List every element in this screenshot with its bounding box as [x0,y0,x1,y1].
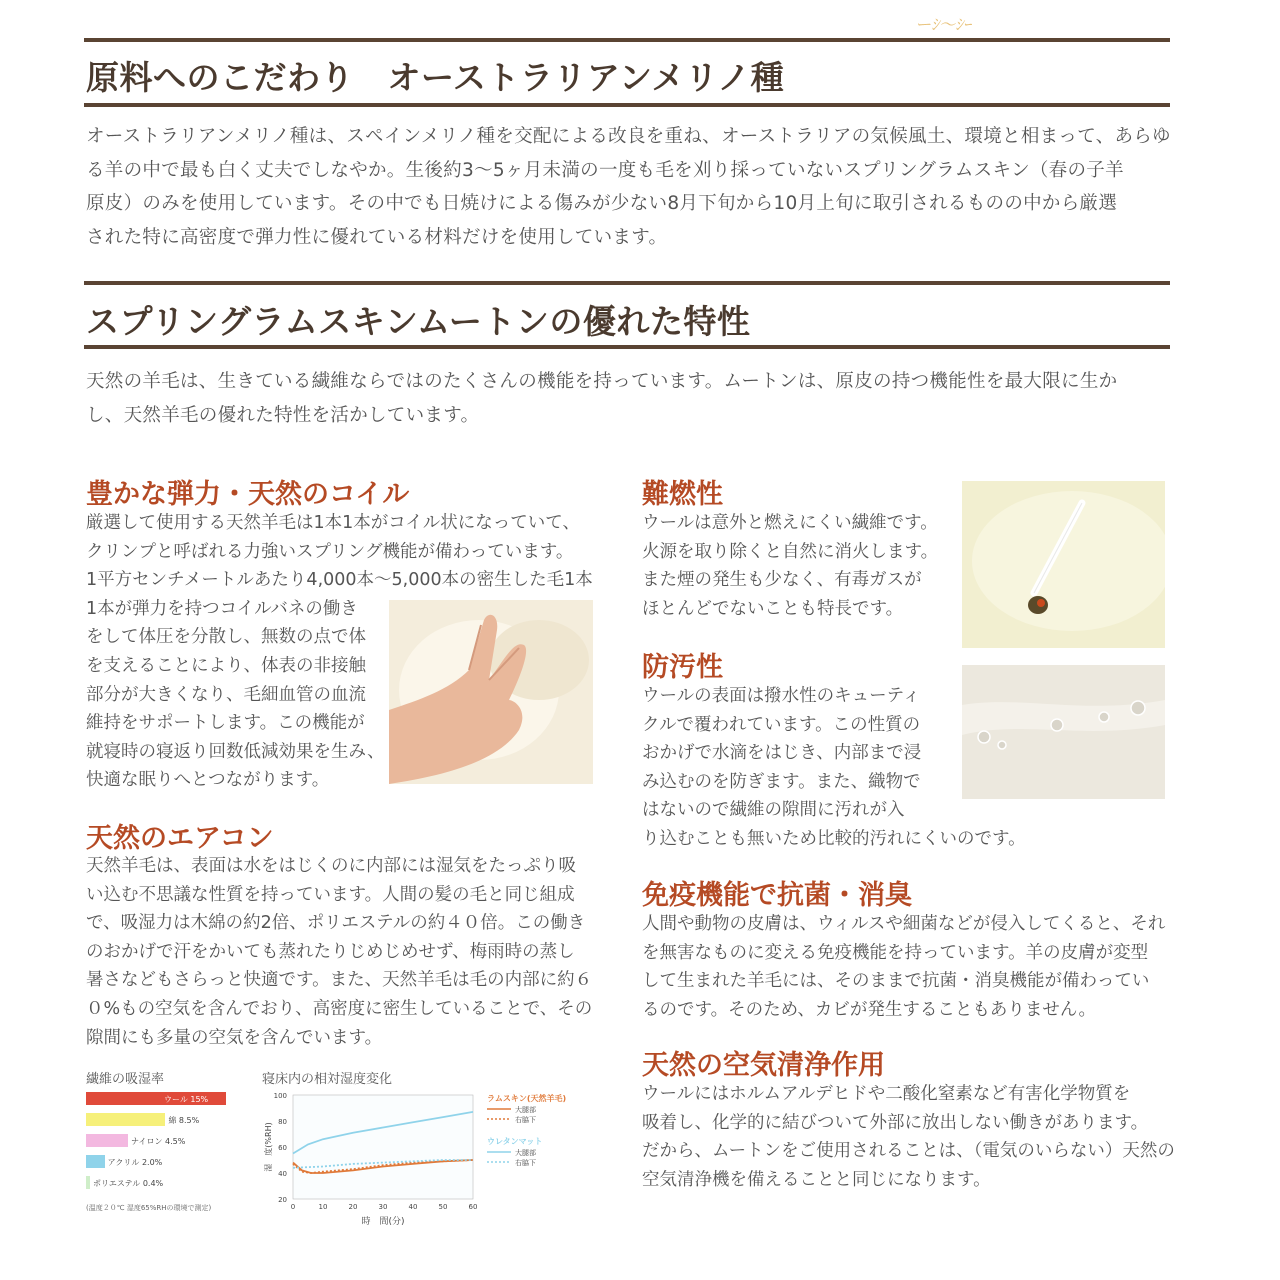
section2-line: 天然の羊毛は、生きている繊維ならではのたくさんの機能を持っています。ムートンは、原皮の持つ機能性を最大限に生か [86,371,1118,392]
absorbency-bar-label: ウール 15% [164,1095,209,1104]
absorbency-bar [86,1155,105,1168]
y-tick-label: 60 [278,1144,287,1152]
x-tick-label: 20 [348,1203,358,1211]
x-tick-label: 40 [408,1203,418,1211]
immune-line: 人間や動物の皮膚は、ウィルスや細菌などが侵入してくると、それ [642,914,1166,934]
coil-line: を支えることにより、体表の非接触 [86,655,366,676]
x-tick-label: 60 [468,1203,478,1211]
aircleaner-line: 空気清浄機を備えることと同じになります。 [642,1169,991,1190]
flame-line: 火源を取り除くと自然に消火します。 [642,541,939,562]
x-tick-label: 50 [438,1203,448,1211]
aircon-line: い込む不思議な性質を持っています。人間の髪の毛と同じ組成 [86,884,575,905]
aircon-line: で、吸湿力は木綿の約2倍、ポリエステルの約４０倍。この働き [86,913,586,934]
x-tick-label: 0 [290,1203,296,1211]
section2-title: スプリングラムスキンムートンの優れた特性 [86,302,751,341]
absorbency-bar-label: アクリル 2.0% [107,1158,163,1167]
aircleaner-line: ウールにはホルムアルデヒドや二酸化窒素など有害化学物質を [642,1084,1131,1104]
stain-line: ウールの表面は撥水性のキューティ [642,686,921,706]
legend-group: ラムスキン(天然羊毛) [487,1094,567,1103]
section2-body [86,365,1172,432]
aircon-line: 暑さなどもさらっと快適です。また、天然羊毛は毛の内部に約６ [86,970,593,991]
immune-body [642,910,1165,1024]
coil-line: をして体圧を分散し、無数の点で体 [86,627,366,648]
absorbency-bar-label: ナイロン 4.5% [131,1137,186,1146]
coil-line: 就寝時の寝返り回数低減効果を生み、 [86,741,385,762]
section2-top-rule [84,281,1170,285]
coil-title: 豊かな弾力・天然のコイル [86,479,410,510]
section1-top-rule [84,38,1170,42]
flame-line: また煙の発生も少なく、有毒ガスが [642,570,922,591]
immune-line: を無害なものに変える免疫機能を持っています。羊の皮膚が変型 [642,942,1149,963]
aircleaner-body [642,1080,1175,1194]
stain-line: はないので繊維の隙間に汚れが入 [642,800,905,821]
aircon-title: 天然のエアコン [86,823,274,854]
aircon-line: のおかげで汗をかいても蒸れたりじめじめせず、梅雨時の蒸し [86,941,575,962]
stain-line: おかげで水滴をはじき、内部まで浸 [642,743,922,764]
y-tick-label: 20 [278,1196,287,1204]
section1-line: オーストラリアンメリノ種は、スペインメリノ種を交配による改良を重ね、オーストラリアの気候風土、環境と相まって、あらゆ [86,126,1171,147]
flame-line: ほとんどでないことも特長です。 [642,598,904,619]
absorbency-bar [86,1134,128,1147]
section1-body [86,120,1172,254]
immune-line: るのです。そのため、カビが発生することもありません。 [642,999,1096,1020]
section1-line: 原皮）のみを使用しています。その中でも日焼けによる傷みが少ない8月下旬から10月上旬に取引されるものの中から厳選 [86,193,1118,214]
flame-title: 難燃性 [642,479,723,510]
section1-title: 原料へのこだわり オーストラリアンメリノ種 [86,58,785,97]
legend-group: ウレタンマット [487,1137,543,1146]
absorbency-bar-label: 綿 8.5% [168,1116,200,1125]
humidity-chart-title: 寝床内の相対湿度変化 [262,1072,393,1087]
section1-line: る羊の中で最も白く丈夫でしなやか。生後約3～5ヶ月未満の一度も毛を刈り採っていないスプリングラムスキン（春の子羊 [86,159,1124,181]
immune-line: して生まれた羊毛には、そのままで抗菌・消臭機能が備わってい [642,971,1150,992]
aircon-line: ０%もの空気を含んでおり、高密度に密生していることで、その [86,998,593,1019]
coil-line: 厳選して使用する天然羊毛は1本1本がコイル状になっていて、 [86,513,580,533]
aircon-body [86,852,592,1052]
absorbency-bar [86,1176,90,1189]
stain-line: り込むことも無いため比較的汚れにくいのです。 [642,828,1026,849]
absorbency-bar [86,1113,165,1126]
x-tick-label: 30 [378,1203,388,1211]
aircleaner-line: だから、ムートンをご使用されることは、（電気のいらない）天然の [642,1141,1175,1162]
cigarette-on-wool-photo [962,481,1165,648]
aircleaner-line: 吸着し、化学的に結びついて外部に放出しない働きがあります。 [642,1112,1149,1133]
absorbency-chart-title: 繊維の吸湿率 [86,1072,165,1087]
section1-line: された特に高密度で弾力性に優れている材料だけを使用しています。 [86,226,668,248]
coil-line: 1平方センチメートルあたり4,000本～5,000本の密生した毛1本 [86,570,593,591]
coil-line: 部分が大きくなり、毛細血管の血流 [86,684,366,705]
aircleaner-title: 天然の空気清浄作用 [642,1050,885,1081]
stain-line: クルで覆われています。この性質の [642,714,921,735]
y-tick-label: 100 [273,1092,287,1100]
legend-item: 右脇下 [515,1116,536,1124]
legend-item: 右脇下 [515,1159,536,1167]
stain-line: み込むのを防ぎます。また、織物で [642,771,921,792]
humidity-chart [255,1085,595,1230]
legend-item: 大腿部 [515,1106,536,1114]
absorbency-chart-note: (温度２０℃ 湿度65%RHの環境で測定) [86,1204,212,1212]
immune-title: 免疫機能で抗菌・消臭 [642,880,912,911]
x-tick-label: 10 [318,1203,328,1211]
hand-on-wool-photo [389,600,593,784]
y-tick-label: 40 [278,1170,287,1178]
decor-mark: ーｼ～ｼｰ [915,15,972,34]
y-tick-label: 80 [278,1118,287,1126]
coil-line: 維持をサポートします。この機能が [86,713,365,734]
y-axis-label: 湿 度(%RH) [264,1122,273,1172]
plot-area [293,1095,473,1199]
section2-line: し、天然羊毛の優れた特性を活かしています。 [86,404,480,426]
water-droplets-photo [962,665,1165,799]
flame-line: ウールは意外と燃えにくい繊維です。 [642,513,938,533]
aircon-line: 天然羊毛は、表面は水をはじくのに内部には湿気をたっぷり吸 [86,856,576,876]
flame-body [642,509,938,623]
aircon-line: 隙間にも多量の空気を含んでいます。 [86,1027,383,1048]
absorbency-bar-label: ポリエステル 0.4% [93,1179,164,1188]
x-axis-label: 時 間(分) [361,1217,405,1227]
section1-bottom-rule [84,103,1170,107]
legend-item: 大腿部 [515,1149,536,1157]
coil-line: 1本が弾力を持つコイルバネの働き [86,598,358,619]
stain-title: 防汚性 [642,652,723,683]
coil-line: クリンプと呼ばれる力強いスプリング機能が備わっています。 [86,541,574,562]
coil-line: 快適な眠りへとつながります。 [86,770,330,791]
absorbency-chart [86,1092,246,1202]
section2-bottom-rule [84,345,1170,349]
